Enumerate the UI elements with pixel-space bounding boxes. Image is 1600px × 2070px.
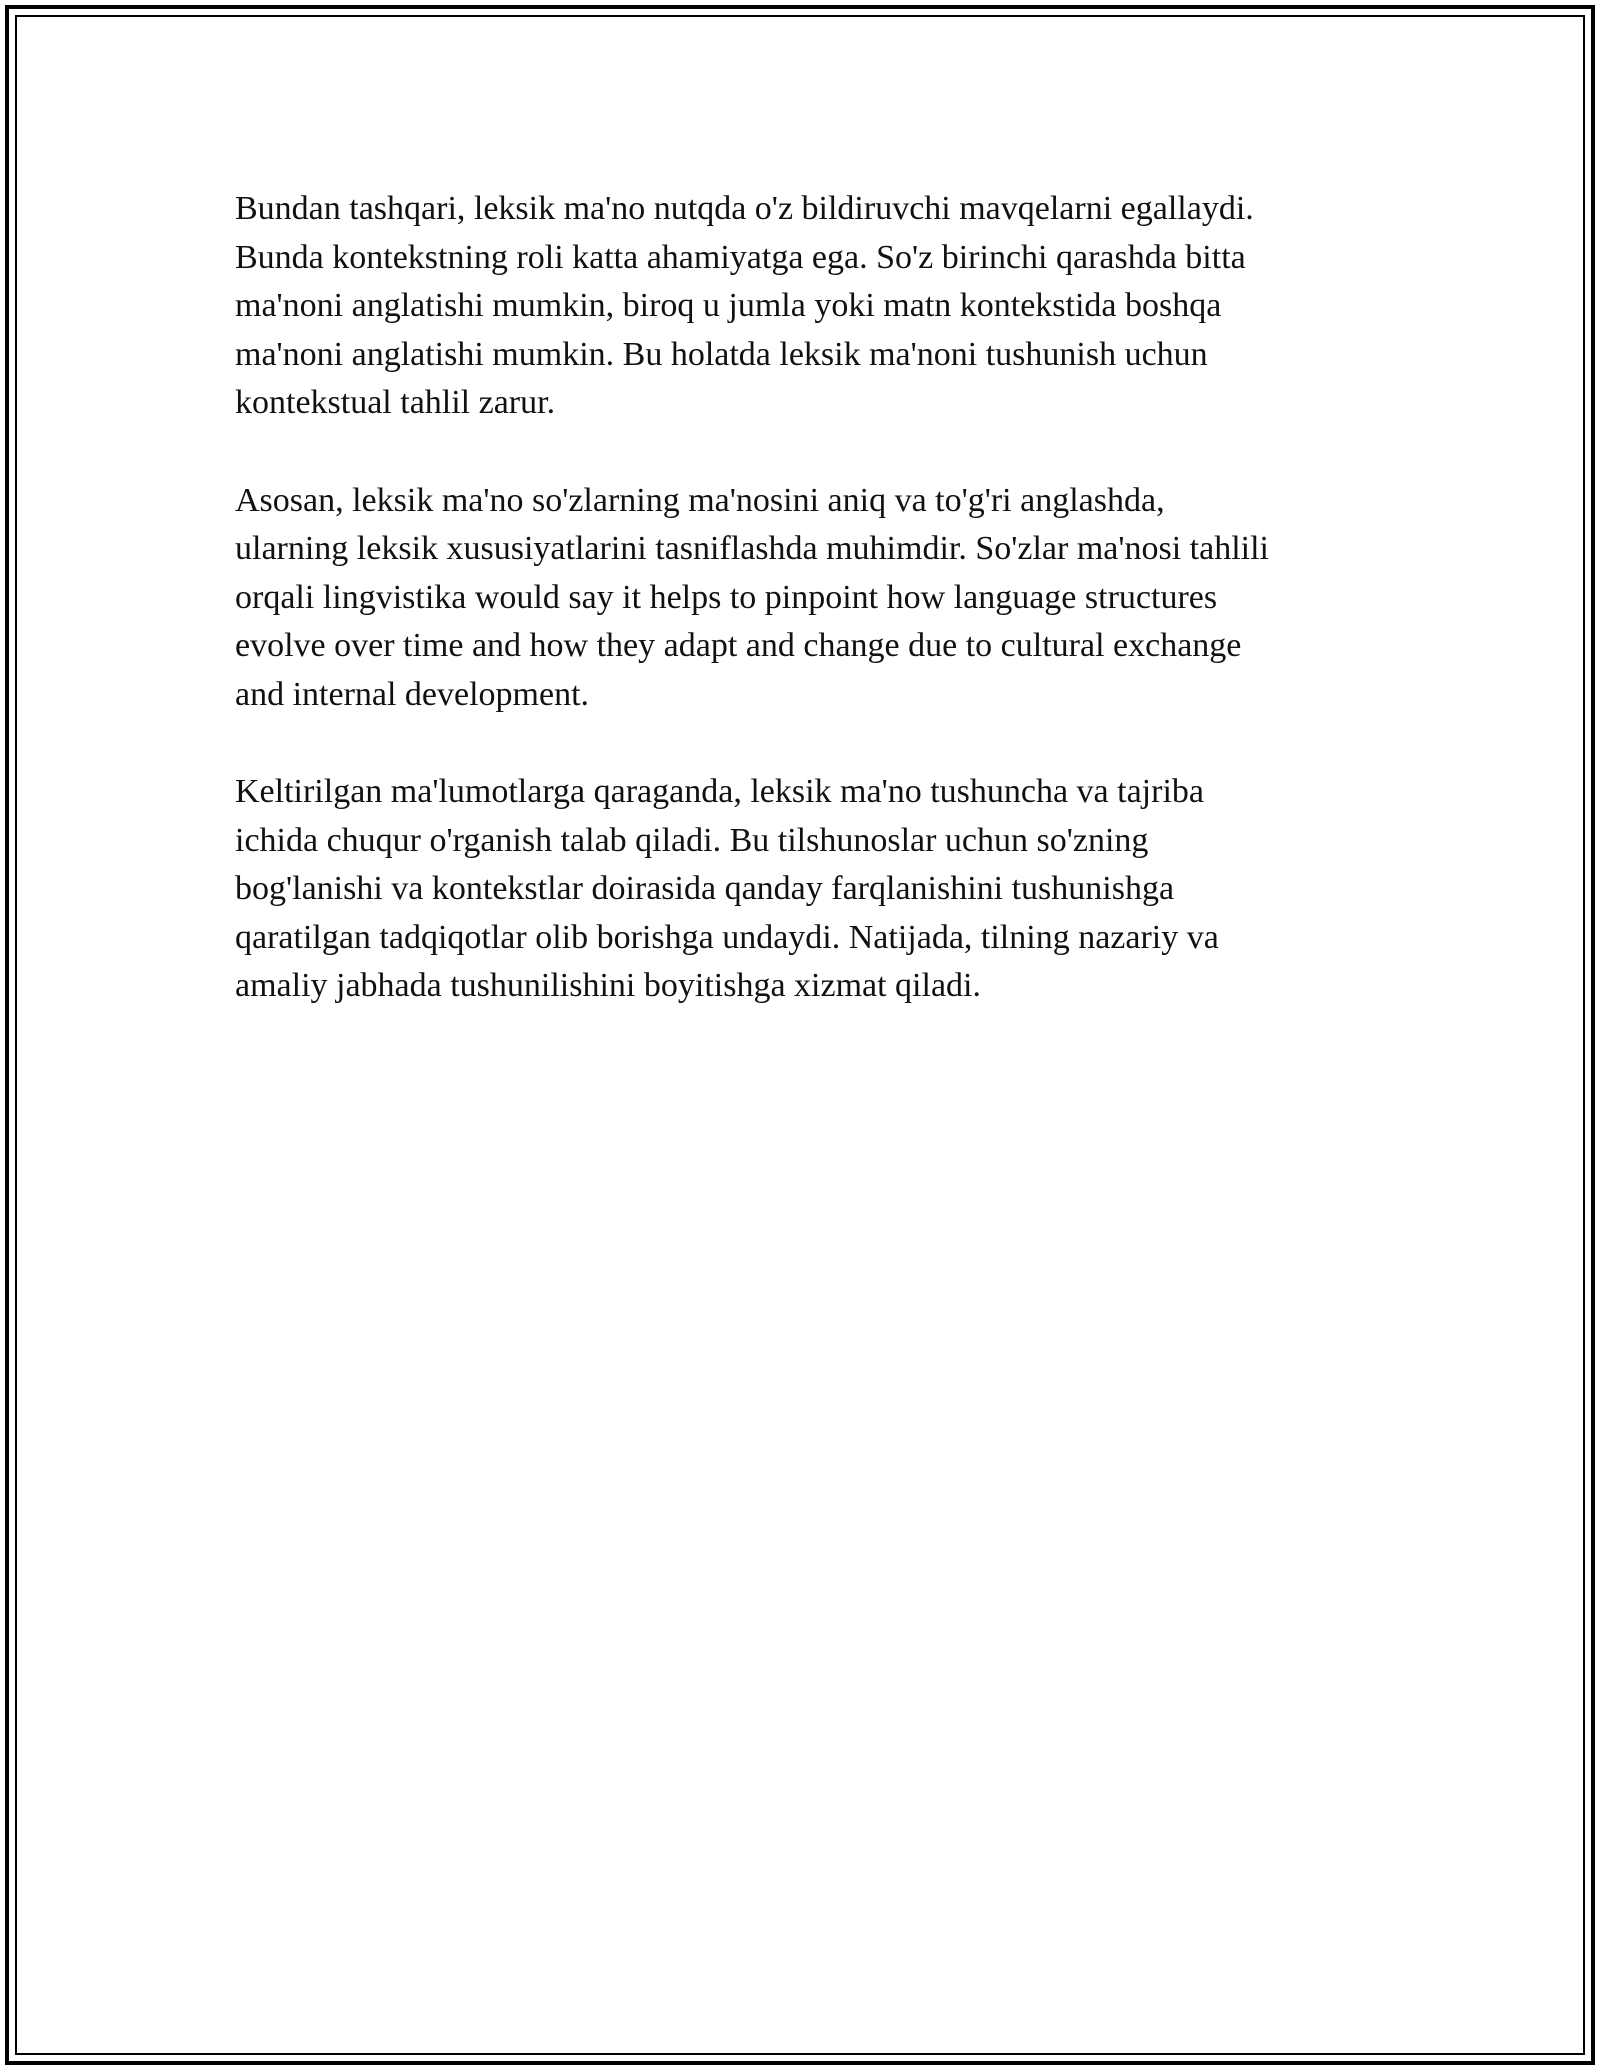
document-body [235,185,1385,1060]
paragraph-lexical-meaning: Asosan, leksik ma'no so'zlarning ma'nosini aniq va to'g'ri anglashda, ularning leksik xususiyatlarini tasniflashda muhimdir. So'zlar ma'nosi tahlili orqali lingvistika would say it helps to pinpoint how language structures evolve over time and how they adapt and change due to cultural exchange and internal development. [235,481,1269,713]
paragraph-context: Bundan tashqari, leksik ma'no nutqda o'z bildiruvchi mavqelarni egallaydi. Bunda kontekstning roli katta ahamiyatga ega. So'z birinchi qarashda bitta ma'noni anglatishi mumkin, biroq u jumla yoki matn kontekstida boshqa ma'noni anglatishi mumkin. Bu holatda leksik ma'noni tushunish uchun kontekstual tahlil zarur. [235,190,1254,421]
paragraph-conclusion: Keltirilgan ma'lumotlarga qaraganda, leksik ma'no tushuncha va tajriba ichida chuqur o'rganish talab qiladi. Bu tilshunoslar uchun so'zning bog'lanishi va kontekstlar doirasida qanday farqlanishini tushunishga qaratilgan tadqiqotlar olib borishga undaydi. Natijada, tilning nazariy va amaliy jabhada tushunilishini boyitishga xizmat qiladi. [235,773,1219,1004]
